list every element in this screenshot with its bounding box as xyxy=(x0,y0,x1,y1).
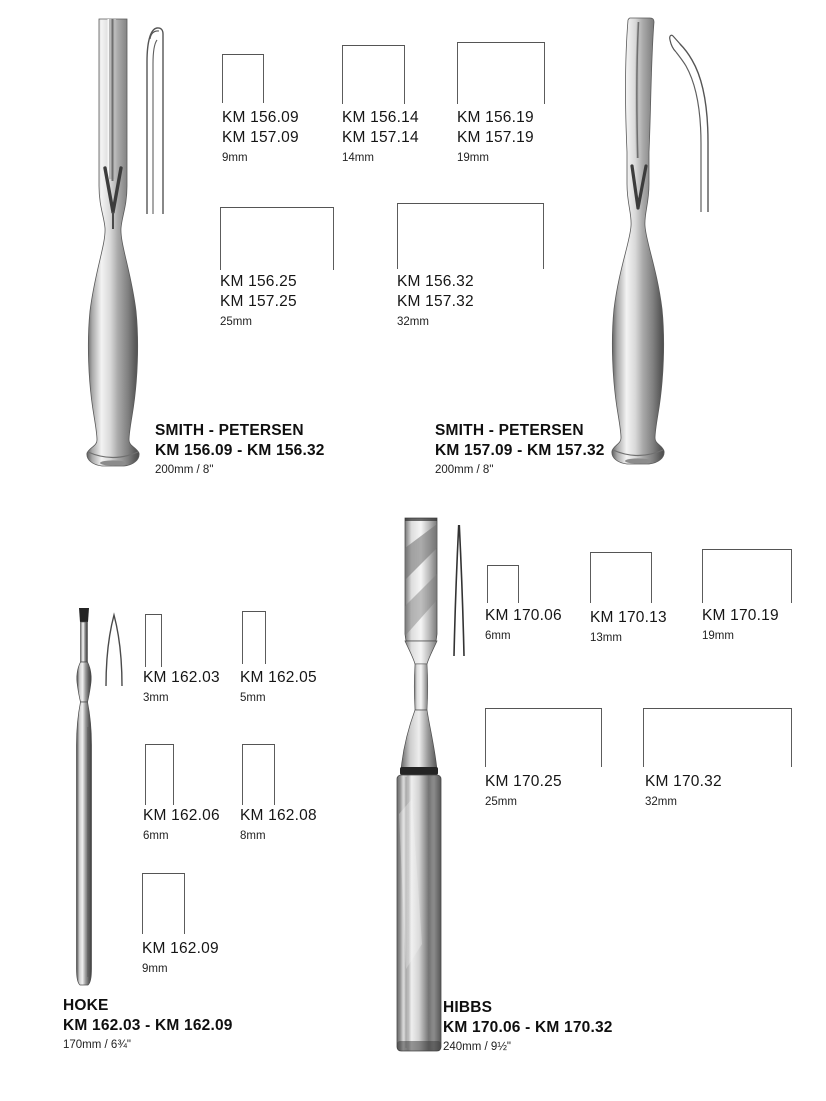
smith-petersen-straight-gouge-illustration xyxy=(84,16,142,468)
catalog-number: KM 162.05 xyxy=(240,669,317,686)
size-label-group xyxy=(590,608,667,645)
catalog-number: KM 156.32 xyxy=(397,273,474,290)
catalog-number: KM 162.03 xyxy=(143,669,220,686)
catalog-number: KM 170.13 xyxy=(590,609,667,626)
hoke-drawing xyxy=(66,607,102,987)
catalog-range: KM 162.03 - KM 162.09 xyxy=(63,1016,233,1034)
blade-width-label: 19mm xyxy=(457,152,489,164)
catalog-range: KM 156.09 - KM 156.32 xyxy=(155,441,325,459)
catalog-number: KM 156.25 xyxy=(220,273,297,290)
catalog-range: KM 170.06 - KM 170.32 xyxy=(443,1018,613,1036)
size-label-group xyxy=(457,108,534,165)
blade-width-label: 8mm xyxy=(240,830,266,842)
blade-width-bracket-19mm-hibbs xyxy=(702,549,792,603)
instrument-name: SMITH - PETERSEN xyxy=(435,422,584,439)
blade-width-label: 19mm xyxy=(702,630,734,642)
size-label-group xyxy=(142,939,219,976)
instrument-name: HIBBS xyxy=(443,999,493,1016)
instrument-length: 200mm / 8" xyxy=(435,464,494,476)
gouge-straight-drawing xyxy=(84,16,142,468)
curved-blade-tip-profile xyxy=(668,22,714,214)
catalog-number: KM 170.06 xyxy=(485,607,562,624)
catalog-number: KM 157.19 xyxy=(457,129,534,146)
gouge-curved-drawing xyxy=(610,12,674,470)
size-label-group xyxy=(645,772,722,809)
size-label-group xyxy=(220,272,297,329)
blade-width-bracket-25mm xyxy=(220,207,334,270)
blade-width-bracket-13mm xyxy=(590,552,652,603)
blade-width-bracket-8mm xyxy=(242,744,275,805)
instrument-caption-hibbs xyxy=(443,998,613,1054)
instrument-caption-smith-petersen-straight xyxy=(155,421,325,477)
hoke-blade-tip-profile xyxy=(103,612,125,688)
size-label-group xyxy=(397,272,474,329)
blade-width-label: 9mm xyxy=(142,963,168,975)
blade-width-bracket-14mm xyxy=(342,45,405,104)
catalog-number: KM 162.08 xyxy=(240,807,317,824)
size-label-group xyxy=(702,606,779,643)
catalog-range: KM 157.09 - KM 157.32 xyxy=(435,441,605,459)
blade-width-bracket-19mm xyxy=(457,42,545,104)
hibbs-osteotome-illustration xyxy=(392,514,446,1059)
blade-width-bracket-5mm xyxy=(242,611,266,664)
blade-width-bracket-9mm-hoke xyxy=(142,873,185,934)
instrument-caption-smith-petersen-curved xyxy=(435,421,605,477)
blade-width-label: 32mm xyxy=(645,796,677,808)
blade-width-bracket-9mm xyxy=(222,54,264,103)
blade-width-label: 14mm xyxy=(342,152,374,164)
size-label-group xyxy=(143,806,220,843)
blade-width-label: 32mm xyxy=(397,316,429,328)
tip-profile-straight-drawing xyxy=(142,24,168,216)
blade-width-bracket-32mm-hibbs xyxy=(643,708,792,767)
instrument-length: 170mm / 6¾" xyxy=(63,1039,132,1051)
catalog-number: KM 157.25 xyxy=(220,293,297,310)
instrument-name: HOKE xyxy=(63,997,109,1014)
hoke-chisel-illustration xyxy=(66,607,102,987)
straight-blade-tip-profile xyxy=(142,24,168,216)
catalog-number: KM 157.14 xyxy=(342,129,419,146)
tip-profile-curved-drawing xyxy=(668,22,714,214)
instrument-length: 200mm / 8" xyxy=(155,464,214,476)
size-label-group xyxy=(240,668,317,705)
size-label-group xyxy=(485,772,562,809)
blade-width-label: 6mm xyxy=(143,830,169,842)
catalog-number: KM 157.32 xyxy=(397,293,474,310)
catalog-number: KM 162.06 xyxy=(143,807,220,824)
smith-petersen-curved-gouge-illustration xyxy=(610,12,674,470)
blade-width-label: 25mm xyxy=(220,316,252,328)
blade-width-bracket-32mm xyxy=(397,203,544,269)
size-label-group xyxy=(222,108,299,165)
tip-profile-hibbs-drawing xyxy=(451,520,467,658)
hibbs-drawing xyxy=(392,514,446,1059)
catalog-number: KM 162.09 xyxy=(142,940,219,957)
blade-width-label: 6mm xyxy=(485,630,511,642)
catalog-number: KM 170.19 xyxy=(702,607,779,624)
catalog-number: KM 156.09 xyxy=(222,109,299,126)
blade-width-bracket-3mm xyxy=(145,614,162,667)
catalog-number: KM 170.25 xyxy=(485,773,562,790)
catalog-number: KM 156.19 xyxy=(457,109,534,126)
blade-width-label: 13mm xyxy=(590,632,622,644)
hibbs-blade-tip-profile xyxy=(451,520,467,658)
blade-width-label: 25mm xyxy=(485,796,517,808)
instrument-length: 240mm / 9½" xyxy=(443,1041,512,1053)
catalog-number: KM 157.09 xyxy=(222,129,299,146)
catalog-number: KM 156.14 xyxy=(342,109,419,126)
blade-width-bracket-6mm xyxy=(145,744,174,805)
blade-width-label: 3mm xyxy=(143,692,169,704)
blade-width-bracket-6mm-hibbs xyxy=(487,565,519,603)
size-label-group xyxy=(143,668,220,705)
blade-width-label: 9mm xyxy=(222,152,248,164)
blade-width-bracket-25mm-hibbs xyxy=(485,708,602,767)
size-label-group xyxy=(240,806,317,843)
size-label-group xyxy=(342,108,419,165)
size-label-group xyxy=(485,606,562,643)
blade-width-label: 5mm xyxy=(240,692,266,704)
tip-profile-hoke-drawing xyxy=(103,612,125,688)
instrument-name: SMITH - PETERSEN xyxy=(155,422,304,439)
instrument-caption-hoke xyxy=(63,996,233,1052)
catalog-number: KM 170.32 xyxy=(645,773,722,790)
